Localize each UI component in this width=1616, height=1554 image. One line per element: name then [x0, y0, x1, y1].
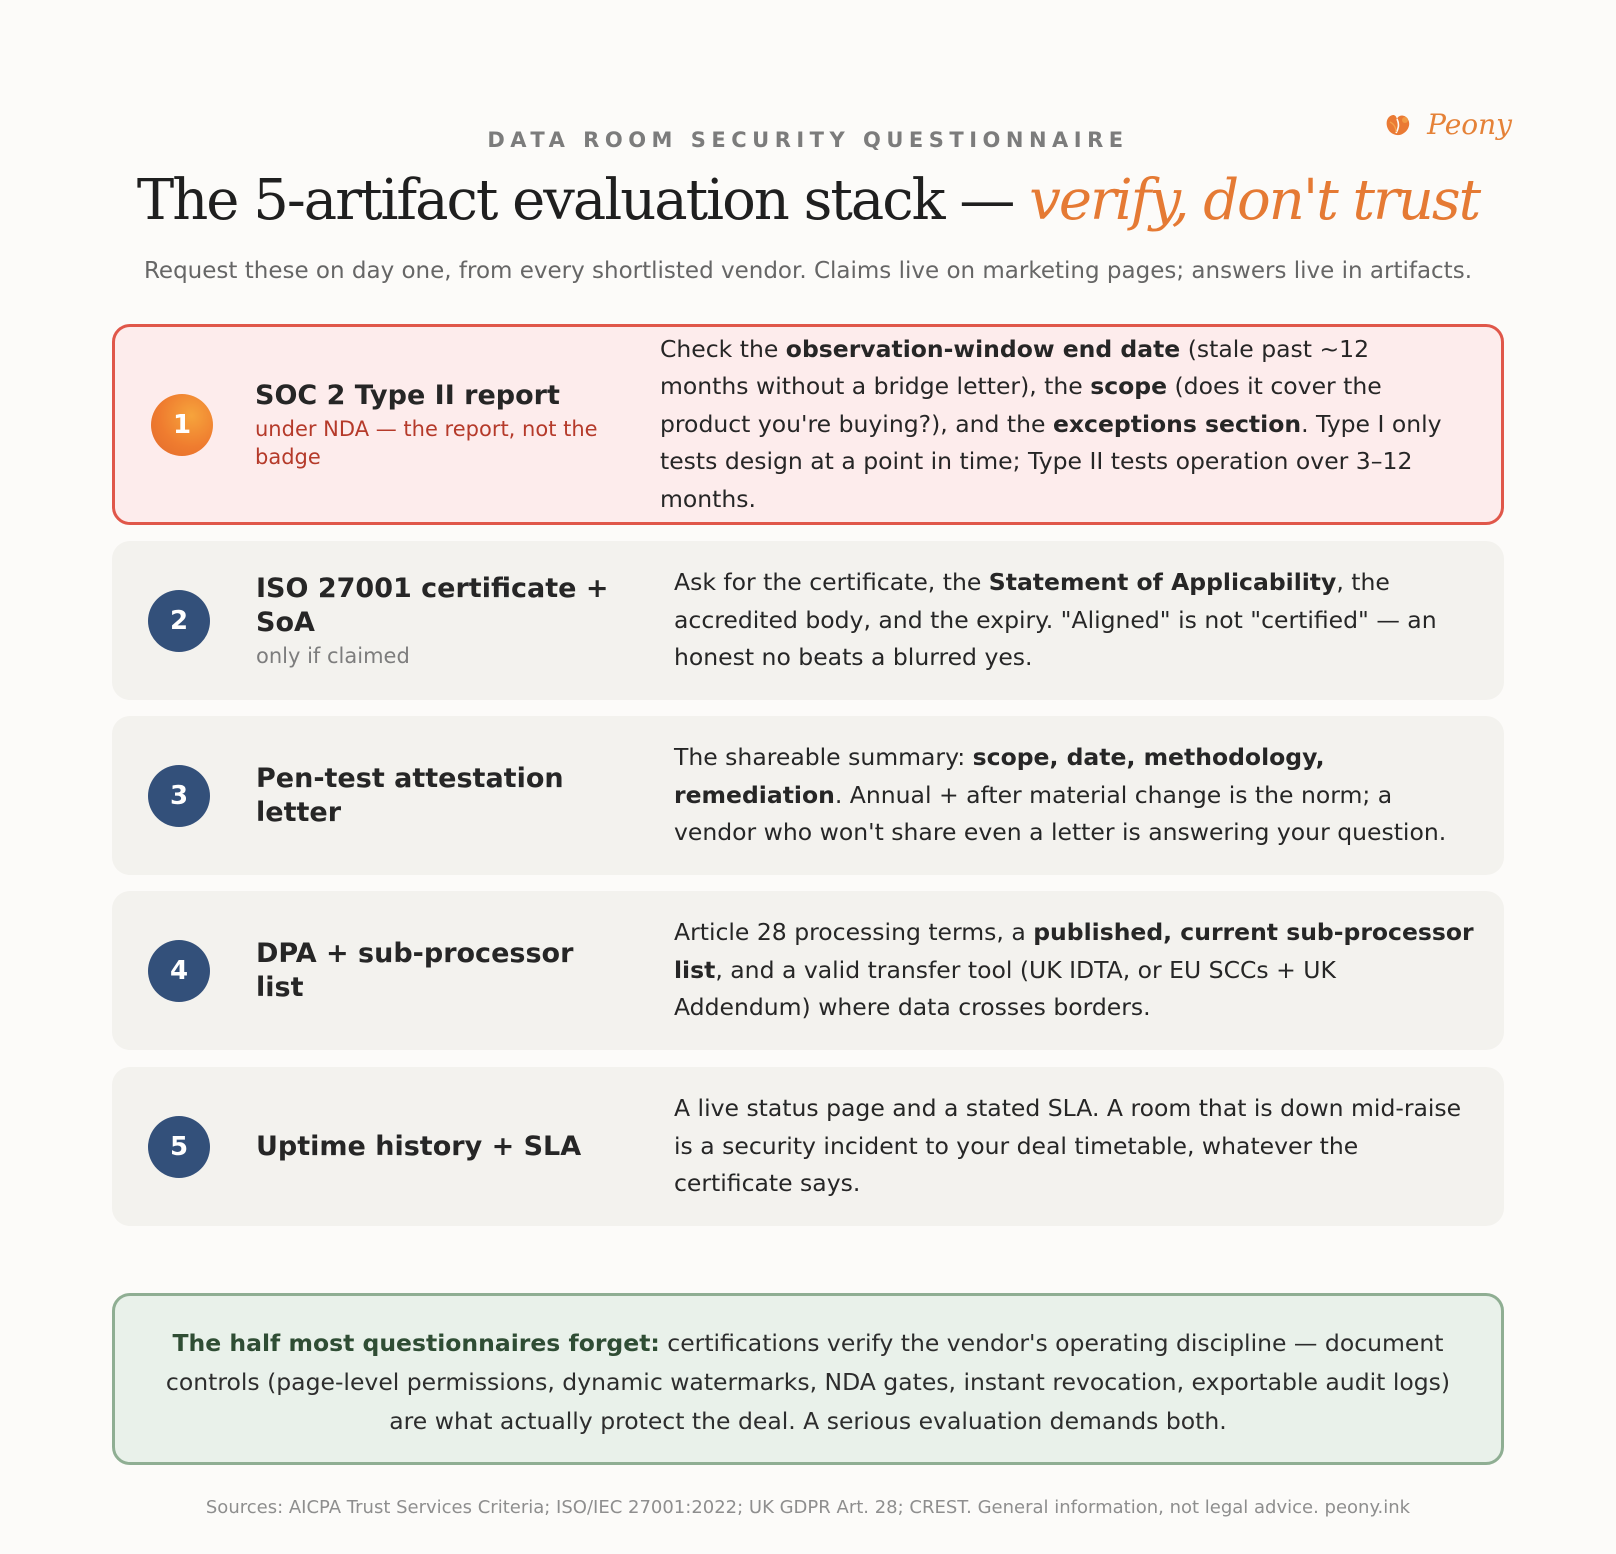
desc-text: (stale past ~12 months without a bridge letter), the: [660, 334, 1370, 401]
artifact-title: ISO 27001 certificate + SoA: [256, 572, 609, 638]
note-body: certifications verify the vendor's operating discipline — document controls (page-level permissions, dynamic watermarks, NDA gates, instant revocation, exportable audit logs) are what actually protect the deal. A serious evaluation demands both.: [165, 1329, 1451, 1435]
desc-text: Check the: [660, 334, 786, 363]
artifact-card-5: [112, 1067, 1504, 1226]
desc-emphasis: Statement of Applicability: [988, 568, 1337, 597]
artifact-heading: [256, 762, 626, 830]
number-badge: 3: [148, 765, 210, 827]
artifact-subtitle: under NDA — the report, not the badge: [255, 416, 598, 469]
desc-emphasis: scope: [1090, 372, 1168, 401]
desc-text: A live status page and a stated SLA. A room that is down mid-raise is a security incident to your deal timetable, whatever the certificate says.: [674, 1094, 1462, 1198]
artifact-description: [660, 331, 1460, 519]
desc-emphasis: exceptions section: [1052, 409, 1302, 438]
artifact-heading: [256, 572, 626, 670]
desc-text: , the accredited body, and the expiry. "Aligned" is not "certified" — an honest no beats a blurred yes.: [674, 568, 1437, 672]
eyebrow: DATA ROOM SECURITY QUESTIONNAIRE: [487, 128, 1129, 152]
artifact-description: [674, 564, 1474, 677]
number-badge: 2: [148, 590, 210, 652]
desc-text: . Annual + after material change is the norm; a vendor who won't share even a letter is answering your question.: [674, 780, 1447, 847]
desc-emphasis: scope, date, methodology, remediation: [674, 743, 1325, 809]
desc-text: (does it cover the product you're buying?), and the: [660, 372, 1382, 438]
desc-text: Article 28 processing terms, a: [674, 918, 1034, 947]
artifact-card-4: [112, 891, 1504, 1050]
number-badge: 1: [151, 394, 213, 456]
desc-text: , and a valid transfer tool (UK IDTA, or EU SCCs + UK Addendum) where data crosses borders.: [674, 955, 1336, 1022]
artifact-title: DPA + sub-processor list: [256, 937, 574, 1003]
brand-name: Peony: [1427, 108, 1512, 141]
desc-text: Ask for the certificate, the: [674, 568, 989, 597]
artifact-description: [674, 1090, 1474, 1203]
artifact-title: Pen-test attestation letter: [256, 762, 564, 828]
artifact-subtitle: only if claimed: [256, 643, 410, 668]
page-title: [0, 168, 1616, 233]
artifact-heading: [255, 379, 625, 471]
artifact-title: Uptime history + SLA: [256, 1130, 582, 1162]
title-accent: verify, don't trust: [1029, 168, 1480, 233]
artifact-description: [674, 739, 1474, 852]
artifact-title: SOC 2 Type II report: [255, 379, 560, 411]
page-subtitle: Request these on day one, from every shortlisted vendor. Claims live on marketing pages; answers live in artifacts.: [143, 258, 1472, 284]
artifact-card-3: [112, 716, 1504, 875]
artifact-card-1: [112, 324, 1504, 525]
desc-text: The shareable summary:: [674, 743, 973, 772]
artifact-description: [674, 914, 1474, 1027]
artifact-heading: [256, 1130, 626, 1164]
desc-text: . Type I only tests design at a point in time; Type II tests operation over 3–12 months.: [660, 409, 1442, 513]
title-main: The 5-artifact evaluation stack —: [136, 168, 1030, 233]
note-lead: The half most questionnaires forget:: [172, 1329, 660, 1357]
artifact-card-2: [112, 541, 1504, 700]
number-badge: 4: [148, 940, 210, 1002]
sources-footer: Sources: AICPA Trust Services Criteria; ISO/IEC 27001:2022; UK GDPR Art. 28; CREST. General information, not legal advice. peony.ink: [205, 1497, 1411, 1518]
number-badge: 5: [148, 1116, 210, 1178]
desc-emphasis: published, current sub-processor list: [674, 918, 1474, 984]
callout-note: [112, 1293, 1504, 1465]
desc-emphasis: observation-window end date: [785, 334, 1181, 363]
artifact-heading: [256, 937, 626, 1005]
